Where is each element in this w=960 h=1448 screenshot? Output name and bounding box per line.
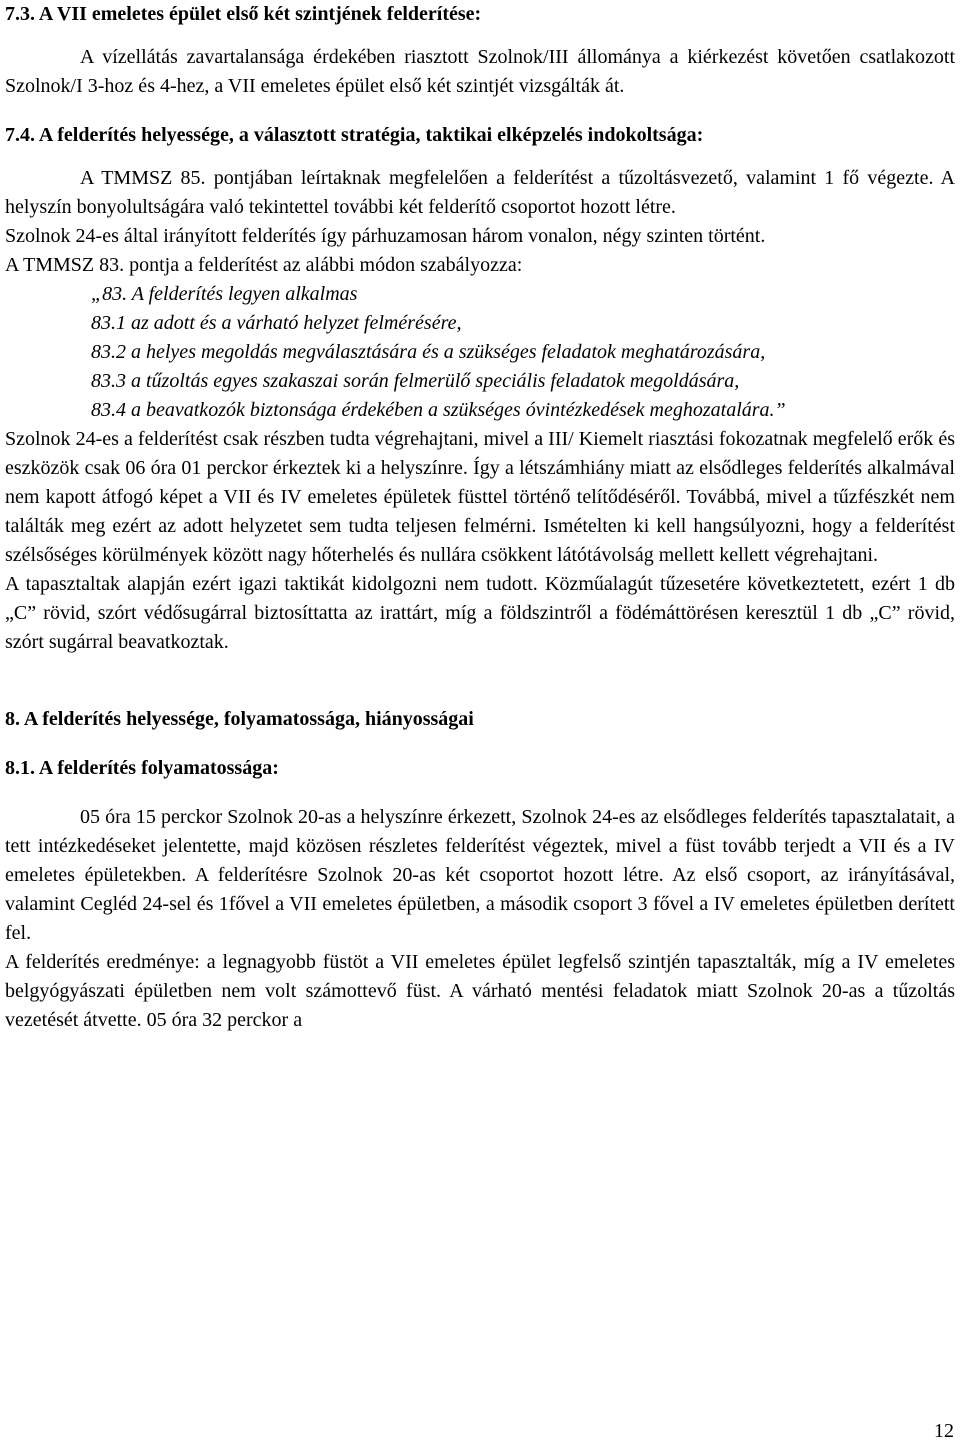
section-7-4-paragraph-5: A tapasztaltak alapján ezért igazi taktikát kidolgozni nem tudott. Közműalagút tűzesetére következtetett, ezért 1 db „C” rövid, szórt védősugárral biztosíttatta az irattárt, míg a földszintről a födémáttörésen keresztül 1 db „C” rövid, szórt sugárral beavatkoztak.: [5, 573, 955, 653]
section-8-1-heading: 8.1. A felderítés folyamatossága:: [5, 757, 279, 779]
page-number: 12: [934, 1420, 954, 1442]
quote-line: 83.2 a helyes megoldás megválasztására és a szükséges feladatok meghatározására,: [91, 341, 766, 363]
section-7-4-heading: 7.4. A felderítés helyessége, a választott stratégia, taktikai elképzelés indokoltsága:: [5, 124, 704, 146]
document-page: [5, 0, 955, 1035]
quote-line: „83. A felderítés legyen alkalmas: [91, 283, 358, 305]
section-7-3-heading: 7.3. A VII emeletes épület első két szintjének felderítése:: [5, 3, 482, 25]
section-7-3-paragraph: A vízellátás zavartalansága érdekében riasztott Szolnok/III állománya a kiérkezést követően csatlakozott Szolnok/I 3-hoz és 4-hez, a VII emeletes épület első két szintjét vizsgálták át.: [5, 46, 955, 97]
quote-line: 83.4 a beavatkozók biztonsága érdekében a szükséges óvintézkedések meghozatalára.”: [91, 399, 786, 421]
section-7-4-paragraph-1: A TMMSZ 85. pontjában leírtaknak megfelelően a felderítést a tűzoltásvezető, valamint 1 fő végezte. A helyszín bonyolultságára való tekintettel további két felderítő csoportot hozott létre.: [5, 167, 955, 218]
quote-line: 83.1 az adott és a várható helyzet felmérésére,: [91, 312, 462, 334]
section-8-1-paragraph-2: A felderítés eredménye: a legnagyobb füstöt a VII emeletes épület legfelső szintjén tapasztalták, míg a IV emeletes belgyógyászati épületben nem volt számottevő füst. A várható mentési feladatok miatt Szolnok 20-as a tűzoltás vezetését átvette. 05 óra 32 perckor a: [5, 951, 955, 1031]
section-7-4-paragraph-2: Szolnok 24-es által irányított felderítés így párhuzamosan három vonalon, négy szinten történt.: [5, 225, 766, 247]
tmmsz-83-quote: [5, 280, 955, 425]
quote-line: 83.3 a tűzoltás egyes szakaszai során felmerülő speciális feladatok megoldására,: [91, 370, 740, 392]
section-7-4-paragraph-4: Szolnok 24-es a felderítést csak részben tudta végrehajtani, mivel a III/ Kiemelt riasztási fokozatnak megfelelő erők és eszközök csak 06 óra 01 perckor érkeztek ki a helyszínre. Így a létszámhiány miatt az elsődleges felderítés alkalmával nem kapott átfogó képet a VII és IV emeletes épületek füsttel történő telítődéséről. Továbbá, mivel a tűzfészkét nem találták meg ezért az adott helyzetet sem tudta teljesen felmérni. Ismételten ki kell hangsúlyozni, hogy a felderítést szélsőséges körülmények között nagy hőterhelés és nullára csökkent látótávolság mellett kellett végrehajtani.: [5, 428, 955, 566]
section-8-heading: 8. A felderítés helyessége, folyamatossága, hiányosságai: [5, 708, 474, 730]
section-8-1-paragraph-1: 05 óra 15 perckor Szolnok 20-as a helyszínre érkezett, Szolnok 24-es az elsődleges felderítés tapasztalatait, a tett intézkedéseket jelentette, majd közösen részletes felderítést végeztek, mivel a füst tovább terjedt a VII és a IV emeletes épületekben. A felderítésre Szolnok 20-as két csoportot hozott létre. Az első csoport, az irányításával, valamint Cegléd 24-sel és 1fővel a VII emeletes épületben, a második csoport 3 fővel a IV emeletes épületben derített fel.: [5, 806, 955, 944]
section-7-4-paragraph-3: A TMMSZ 83. pontja a felderítést az alábbi módon szabályozza:: [5, 254, 523, 276]
